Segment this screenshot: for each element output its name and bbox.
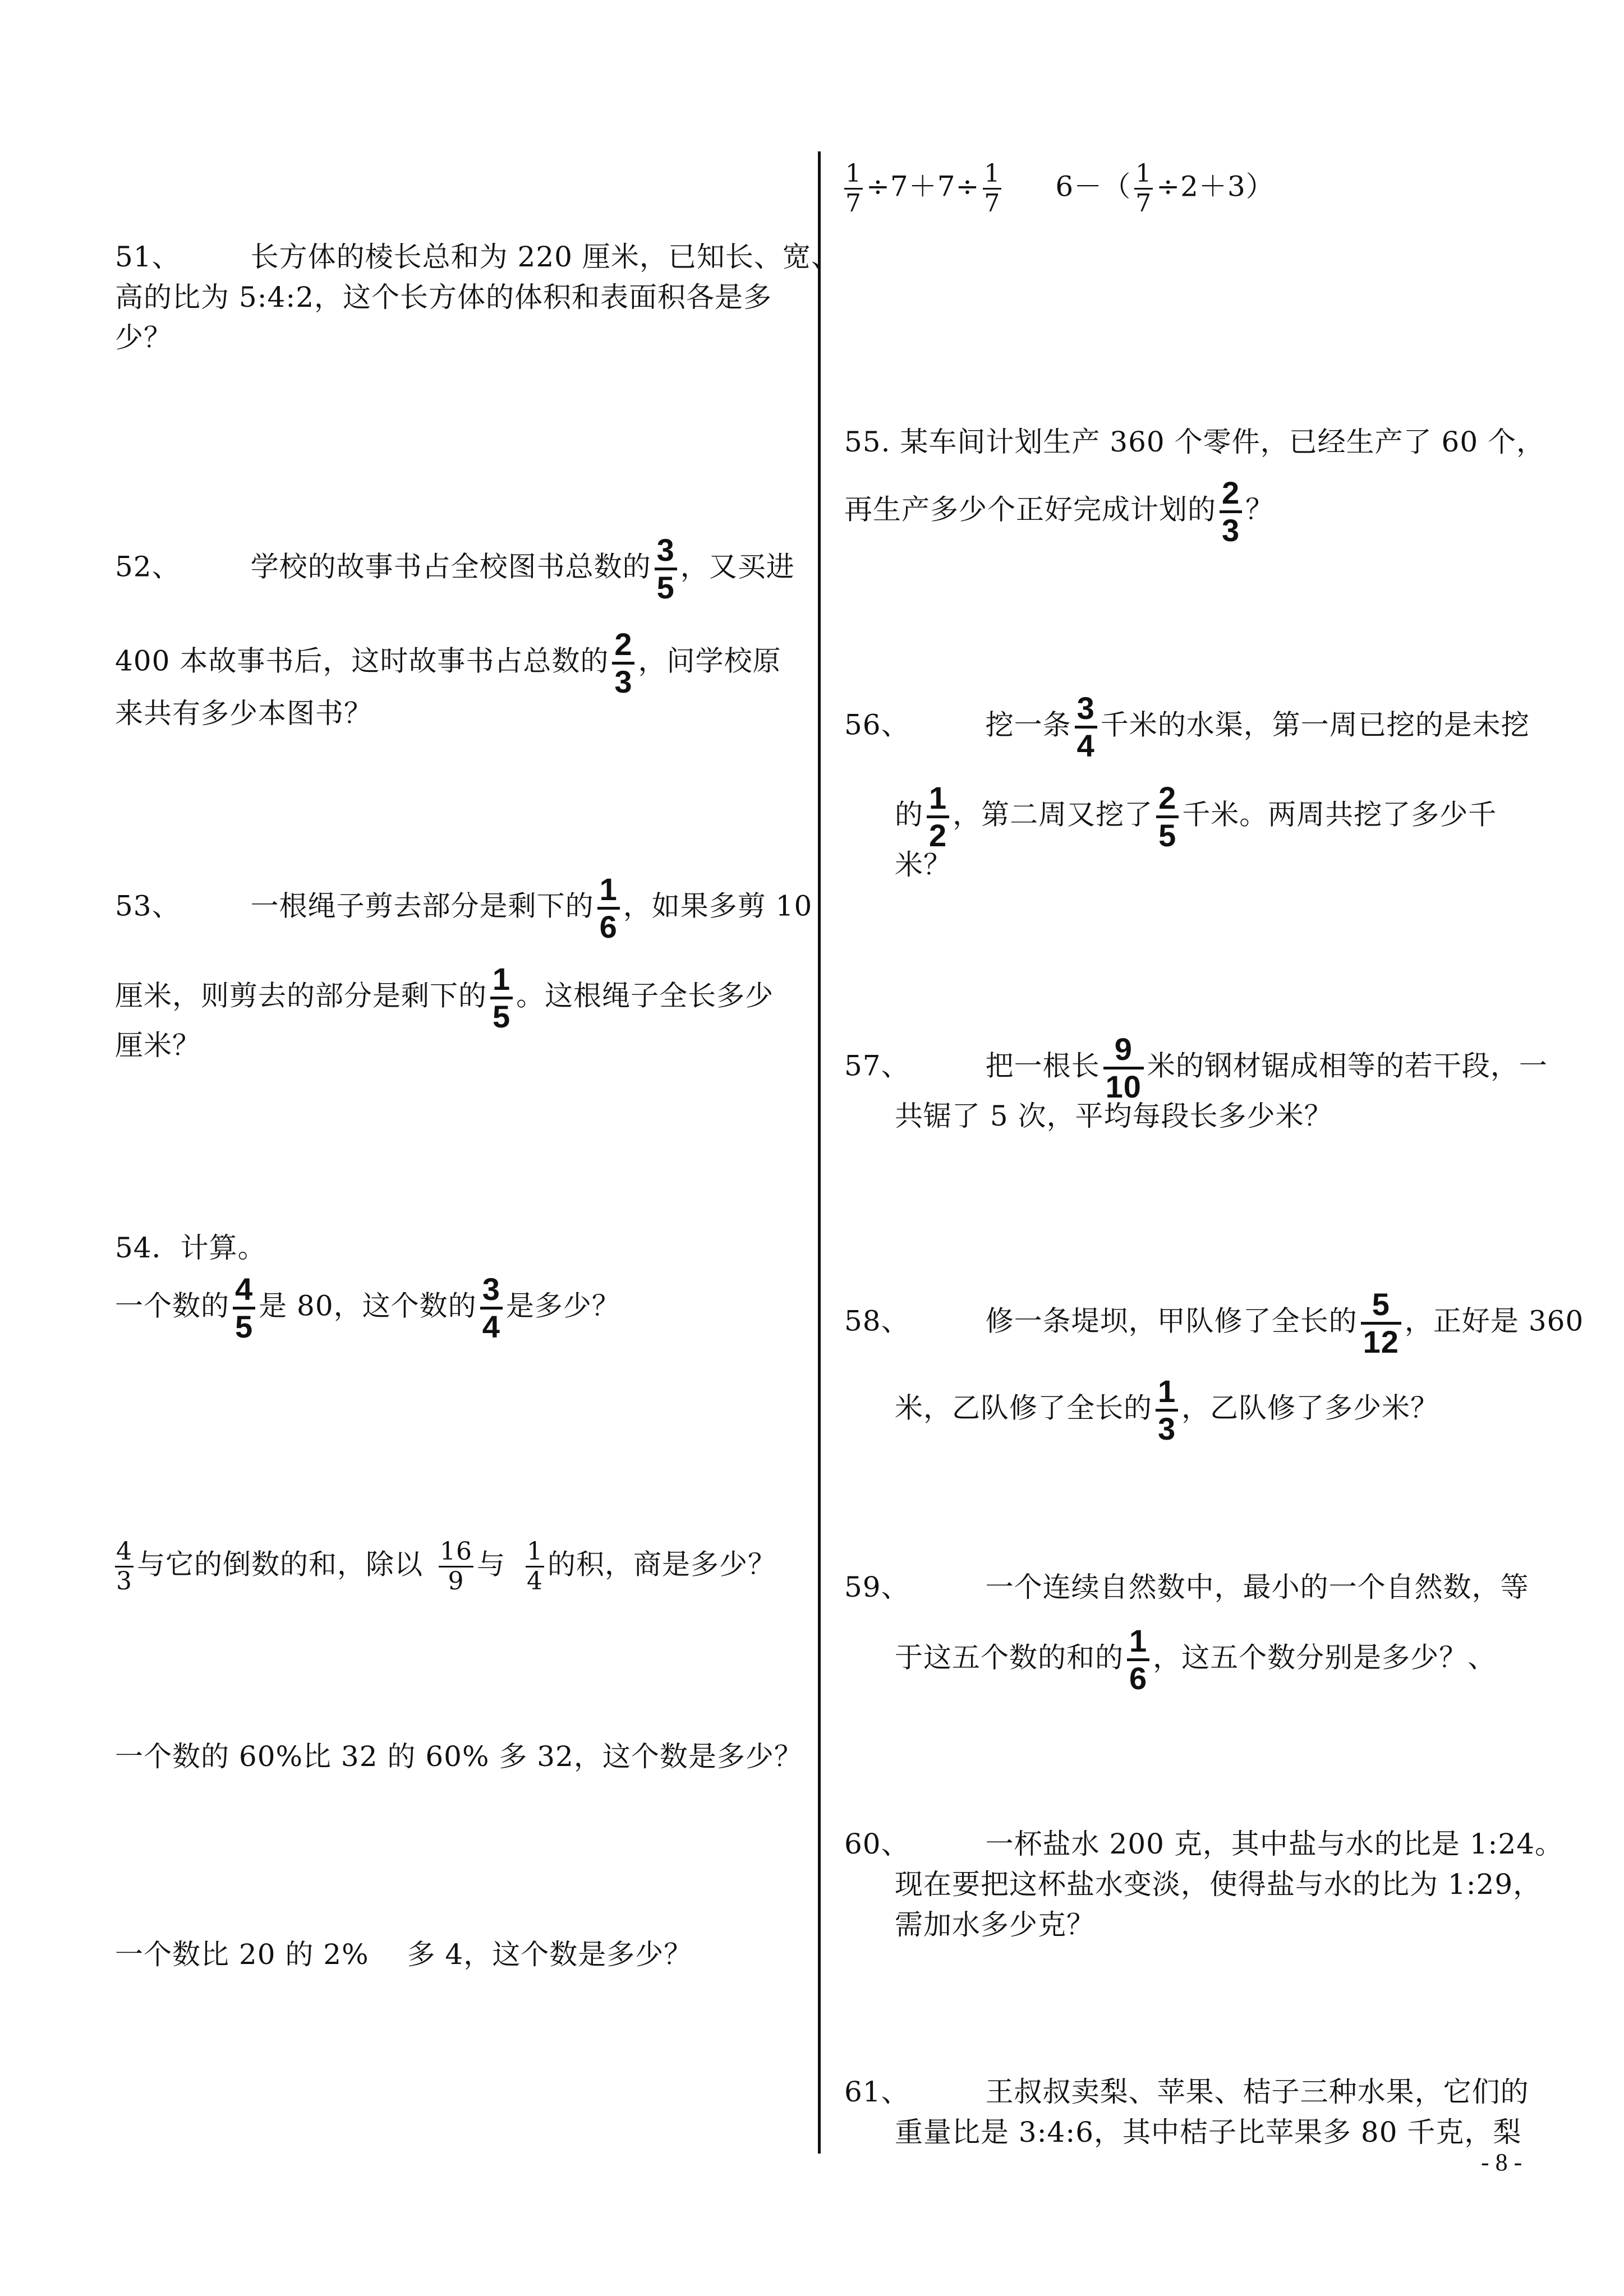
q53-line1: 53、 一根绳子剪去部分是剩下的 $\frac{1}{6}$ ，如果多剪 10	[115, 872, 813, 944]
q61-line1: 61、 王叔叔卖梨、苹果、桔子三种水果，它们的	[844, 2076, 1529, 2108]
fraction: $\frac{1}{7}$	[984, 159, 1001, 218]
q59-line2: 于这五个数的和的 $\frac{1}{6}$ ，这五个数分别是多少？、	[895, 1623, 1497, 1696]
q54-part-a: 一个数的 $\frac{4}{5}$ 是 80，这个数的 $\frac{3}{4}$ 是多少？	[115, 1271, 620, 1344]
fraction: $\frac{4}{5}$	[233, 1272, 255, 1344]
q55-line1: 55. 某车间计划生产 360 个零件，已经生产了 60 个，	[844, 426, 1545, 458]
fraction: $\frac{4}{3}$	[116, 1537, 132, 1596]
q58-line2: 米，乙队修了全长的 $\frac{1}{3}$ ，乙队修了多少米？	[895, 1373, 1439, 1446]
fraction: $\frac{3}{5}$	[655, 533, 677, 605]
q51-line1: 51、 长方体的棱长总和为 220 厘米，已知长、宽、	[115, 241, 840, 273]
fraction: $\frac{1}{4}$	[527, 1537, 543, 1596]
fraction: $\frac{3}{4}$	[1075, 691, 1097, 763]
fraction: $\frac{5}{12}$	[1361, 1287, 1401, 1359]
fraction: $\frac{1}{7}$	[1135, 159, 1152, 218]
fraction: $\frac{1}{6}$	[597, 872, 620, 944]
fraction: $\frac{1}{3}$	[1156, 1374, 1178, 1446]
q55-line2: 再生产多少个正好完成计划的 $\frac{2}{3}$ ？	[844, 475, 1275, 548]
page-number: - 8 -	[1481, 2149, 1522, 2176]
q54-part-d: 一个数比 20 的 2% 多 4，这个数是多少？	[115, 1938, 693, 1971]
q61-line2: 重量比是 3:4:6，其中桔子比苹果多 80 千克，梨	[895, 2116, 1522, 2149]
fraction: $\frac{1}{7}$	[845, 159, 862, 218]
q54-part-b: $\frac{4}{3}$ 与它的倒数的和，除以 $\frac{16}{9}$ 与 $\frac{1}{4}$ 的积，商是多少？	[116, 1537, 776, 1596]
fraction: $\frac{2}{3}$	[612, 627, 634, 699]
q57-line2: 共锯了 5 次，平均每段长多少米？	[895, 1100, 1333, 1132]
q56-line3: 米？	[895, 849, 952, 881]
expression-line: $\frac{1}{7}$ ÷7＋7÷ $\frac{1}{7}$ 6－（ $\frac{1}{7}$ ÷2＋3）	[845, 159, 1275, 218]
fraction: $\frac{2}{3}$	[1220, 476, 1242, 548]
fraction: $\frac{9}{10}$	[1103, 1032, 1144, 1104]
q52-line2: 400 本故事书后，这时故事书占总数的 $\frac{2}{3}$ ，问学校原	[115, 626, 781, 699]
column-divider	[818, 151, 821, 2154]
fraction: $\frac{16}{9}$	[440, 1537, 472, 1596]
q52-line3: 来共有多少本图书？	[115, 697, 372, 730]
q52-line1: 52、 学校的故事书占全校图书总数的 $\frac{3}{5}$ ，又买进	[115, 532, 795, 605]
q56-line2: 的 $\frac{1}{2}$ ，第二周又挖了 $\frac{2}{5}$ 千米。两周共挖了多少千	[895, 780, 1497, 853]
fraction: $\frac{1}{5}$	[490, 962, 513, 1034]
q60-line2: 现在要把这杯盐水变淡，使得盐与水的比为 1:29，	[895, 1868, 1542, 1901]
q53-line2: 厘米，则剪去的部分是剩下的 $\frac{1}{5}$ 。这根绳子全长多少	[115, 961, 774, 1034]
q59-line1: 59、 一个连续自然数中，最小的一个自然数，等	[844, 1571, 1529, 1603]
q57-line1: 57、 把一根长 $\frac{9}{10}$ 米的钢材锯成相等的若干段，一	[844, 1031, 1548, 1104]
fraction: $\frac{1}{2}$	[927, 781, 949, 853]
q54-part-c: 一个数的 60%比 32 的 60% 多 32，这个数是多少？	[115, 1740, 803, 1773]
fraction: $\frac{3}{4}$	[480, 1272, 503, 1344]
q54-title: 54．计算。	[115, 1232, 266, 1264]
q51-line2: 高的比为 5:4:2，这个长方体的体积和表面积各是多	[115, 281, 772, 313]
q51-line3: 少？	[115, 321, 172, 354]
q53-line3: 厘米？	[115, 1029, 201, 1062]
fraction: $\frac{2}{5}$	[1156, 781, 1179, 853]
q60-line1: 60、 一杯盐水 200 克，其中盐与水的比是 1:24。	[844, 1828, 1564, 1860]
q60-line3: 需加水多少克？	[895, 1908, 1095, 1941]
q56-line1: 56、 挖一条 $\frac{3}{4}$ 千米的水渠，第一周已挖的是未挖	[844, 690, 1530, 763]
q58-line1: 58、 修一条堤坝，甲队修了全长的 $\frac{5}{12}$ ，正好是 360	[844, 1287, 1584, 1359]
fraction: $\frac{1}{6}$	[1127, 1624, 1149, 1696]
